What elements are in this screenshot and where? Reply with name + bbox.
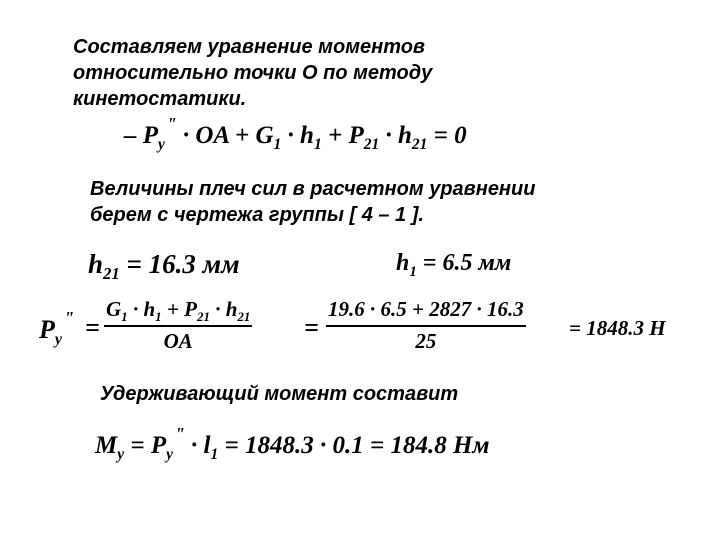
h21-value: $h_{21} = 16.3$ мм xyxy=(88,249,240,284)
intro-line-1: Составляем уравнение моментов xyxy=(73,36,426,58)
holding-moment-text: Удерживающий момент составит xyxy=(100,383,459,405)
fraction-symbolic xyxy=(104,297,252,354)
fraction-numeric-denominator: 25 xyxy=(415,329,437,353)
h1-value: $h_1 = 6.5$ мм xyxy=(396,250,512,280)
fraction-symbolic-denominator: OA xyxy=(163,329,193,353)
arms-line-1: Величины плеч сил в расчетном уравнении xyxy=(90,178,536,200)
arms-line-2: берем с чертежа группы [ 4 – 1 ]. xyxy=(90,204,424,226)
fraction-symbolic-numerator: $G_1 \cdot h_1 + P_{21} \cdot h_{21}$ xyxy=(106,297,251,324)
intro-paragraph xyxy=(73,34,432,112)
equals-2: = xyxy=(304,313,319,342)
fraction-numeric xyxy=(326,297,526,354)
arms-paragraph xyxy=(90,176,535,228)
fraction-numeric-numerator: 19.6 · 6.5 + 2827 · 16.3 xyxy=(328,297,524,321)
py-lhs: $P_y^"$ xyxy=(39,308,75,349)
py-result: = 1848.3 H xyxy=(569,316,666,340)
intro-line-2: относительно точки О по методу xyxy=(73,62,433,84)
intro-line-3: кинетостатики. xyxy=(73,88,247,110)
equals-1: = xyxy=(85,313,100,342)
holding-moment-equation: $M_y = P_y^" \cdot l_1 = 1848.3 \cdot 0.1 = 184.8$ Нм xyxy=(95,423,490,463)
moment-equation: – $P_y^"$ · OA + $G_1 \cdot h_1 + P_{21} \cdot h_{21} = 0$ xyxy=(124,113,467,153)
